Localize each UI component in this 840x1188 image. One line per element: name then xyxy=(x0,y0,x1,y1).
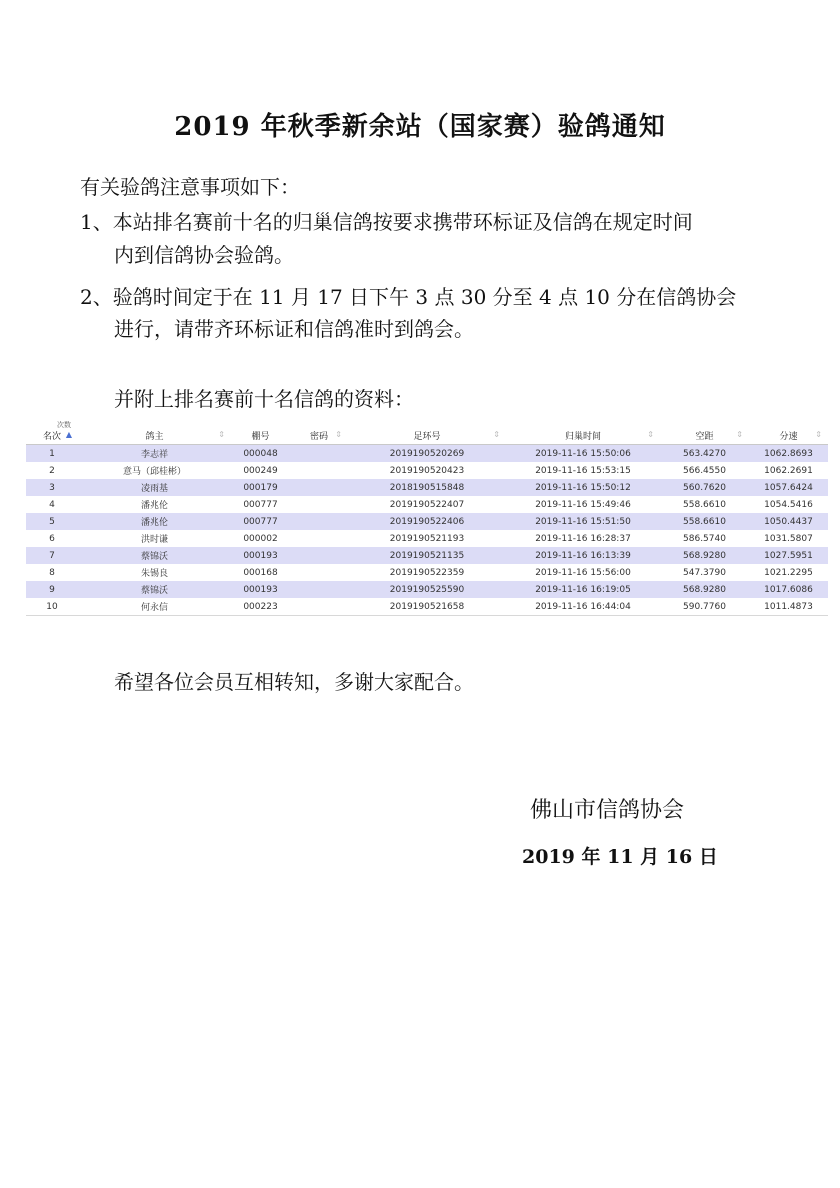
item-2-line-1: 2、验鸽时间定于在 11 月 17 日下午 3 点 30 分至 4 点 10 分在信鸽协会 xyxy=(80,285,737,309)
sort-icon[interactable]: ⇕ xyxy=(335,430,342,439)
table-row[interactable]: 6 洪时谦 000002 2019190521193 2019-11-16 16:28:37 586.5740 1031.5807 xyxy=(26,530,828,547)
table-header-row xyxy=(26,426,828,445)
sort-icon[interactable]: ⇕ xyxy=(218,430,225,439)
item-1-line-1: 1、本站排名赛前十名的归巢信鸽按要求携带环标证及信鸽在规定时间 xyxy=(80,210,693,234)
table-row[interactable]: 1 李志祥 000048 2019190520269 2019-11-16 15:50:06 563.4270 1062.8693 xyxy=(26,445,828,463)
table-row[interactable]: 5 潘兆伦 000777 2019190522406 2019-11-16 15:51:50 558.6610 1050.4437 xyxy=(26,513,828,530)
item-1-line-2: 内到信鸽协会验鸽。 xyxy=(114,243,294,267)
notice-title: 2019 年秋季新余站（国家赛）验鸽通知 xyxy=(174,112,666,142)
table-row[interactable]: 2 意马（邱桂彬） 000249 2019190520423 2019-11-16 15:53:15 566.4550 1062.2691 xyxy=(26,462,828,479)
attachment-text: 并附上排名赛前十名信鸽的资料： xyxy=(114,387,414,411)
signature-org: 佛山市信鸽协会 xyxy=(530,798,685,823)
sort-icon[interactable]: ⇕ xyxy=(647,430,654,439)
col-header-ring[interactable]: 足环号 ⇕ xyxy=(348,426,506,445)
table-row[interactable]: 3 凌雨基 000179 2018190515848 2019-11-16 15:50:12 560.7620 1057.6424 xyxy=(26,479,828,496)
sort-icon[interactable]: ⇕ xyxy=(736,430,743,439)
sort-icon[interactable]: ⇕ xyxy=(493,430,500,439)
notice-date: 2019 年 11 月 16 日 xyxy=(522,846,718,868)
col-header-password[interactable]: 密码 ⇕ xyxy=(290,426,348,445)
sort-asc-icon[interactable]: ▲ xyxy=(65,430,72,439)
table-row[interactable]: 7 蔡锦沃 000193 2019190521135 2019-11-16 16:13:39 568.9280 1027.5951 xyxy=(26,547,828,564)
col-header-owner[interactable]: 鸽主 ⇕ xyxy=(78,426,231,445)
table-row[interactable]: 8 朱锡良 000168 2019190522359 2019-11-16 15:56:00 547.3790 1021.2295 xyxy=(26,564,828,581)
intro-text: 有关验鸽注意事项如下： xyxy=(80,175,300,199)
col-header-loft[interactable]: 棚号 xyxy=(231,426,290,445)
col-header-arrival[interactable]: 归巢时间 ⇕ xyxy=(506,426,660,445)
table-row[interactable]: 9 蔡锦沃 000193 2019190525590 2019-11-16 16:19:05 568.9280 1017.6086 xyxy=(26,581,828,598)
table-row[interactable]: 4 潘兆伦 000777 2019190522407 2019-11-16 15:49:46 558.6610 1054.5416 xyxy=(26,496,828,513)
col-header-distance[interactable]: 空距 ⇕ xyxy=(660,426,749,445)
closing-text: 希望各位会员互相转知，多谢大家配合。 xyxy=(114,670,474,694)
col-header-speed[interactable]: 分速 ⇕ xyxy=(749,426,828,445)
sort-icon[interactable]: ⇕ xyxy=(815,430,822,439)
ranking-table xyxy=(26,421,828,616)
col-header-rank[interactable]: 名次 ▲ xyxy=(26,426,78,445)
sort-hint: 次数 xyxy=(57,421,71,429)
table-row[interactable]: 10 何永信 000223 2019190521658 2019-11-16 16:44:04 590.7760 1011.4873 xyxy=(26,598,828,616)
item-2-line-2: 进行，请带齐环标证和信鸽准时到鸽会。 xyxy=(114,317,474,341)
